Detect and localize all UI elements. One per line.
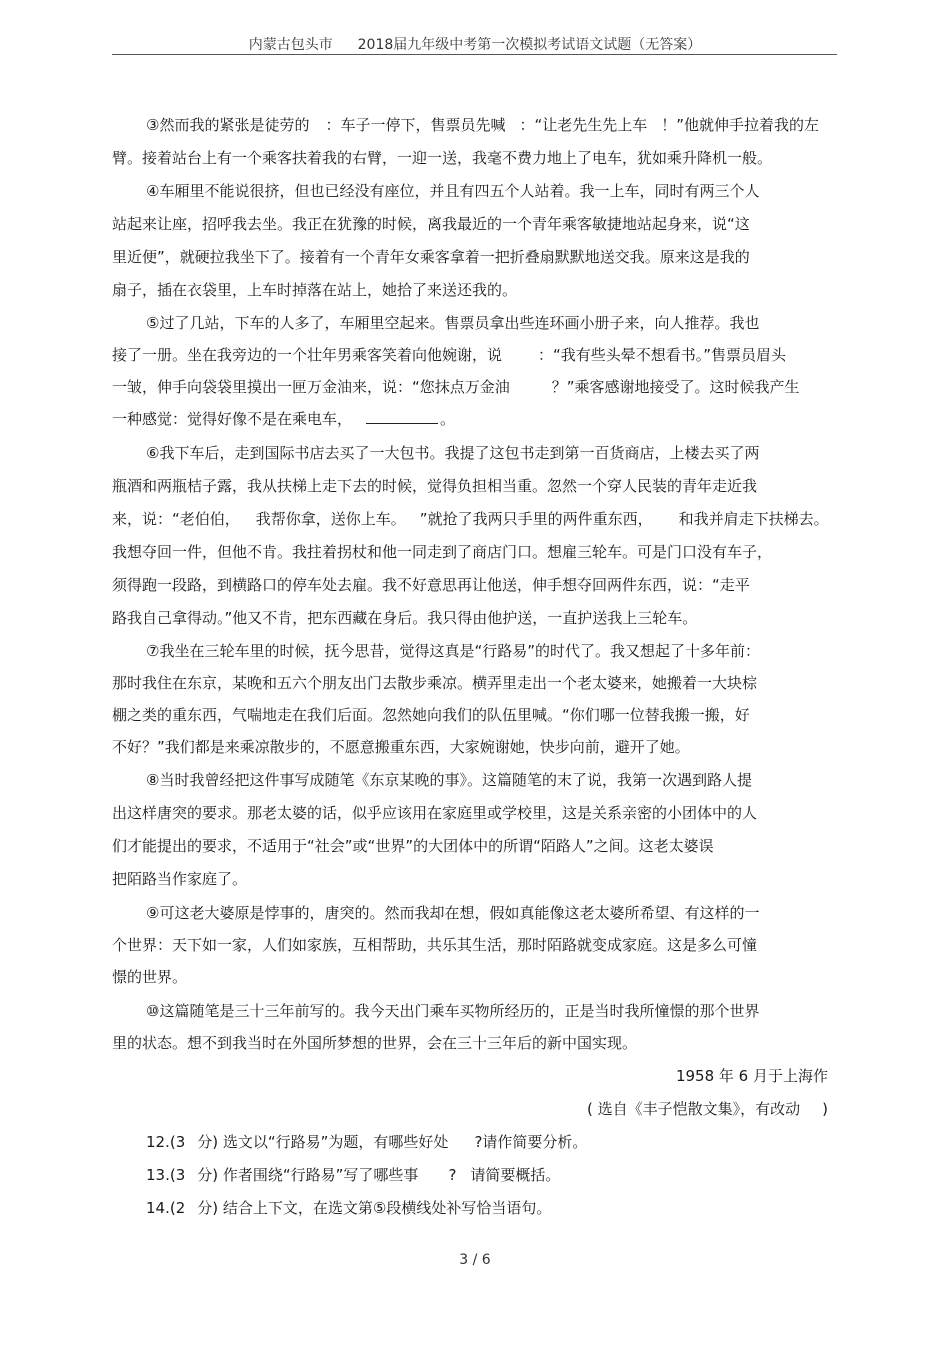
question-12	[146, 1133, 587, 1151]
p5-l2-text-a: 接了一册。坐在我旁边的一个壮年男乘客笑着向他婉谢，说	[112, 346, 503, 364]
q13-text-tail: 请简要概括。	[470, 1166, 561, 1184]
signature-date: 1958 年 6 月于上海作	[675, 1067, 828, 1085]
q13-qmark: ?	[448, 1166, 457, 1184]
p6-line-2: 瓶酒和两瓶桔子露，我从扶梯上走下去的时候，觉得负担相当重。忽然一个穿人民装的青年走近我	[112, 477, 758, 495]
q12-number: 12.(3	[146, 1133, 186, 1151]
p8-line-2: 出这样唐突的要求。那老太婆的话，似乎应该用在家庭里或学校里，这是关系亲密的小团体中的人	[112, 804, 758, 822]
p5-l2-text-b: ：“我有些头晕不想看书。”售票员眉头	[538, 346, 787, 364]
p6-l3-text-a: 来，说：“老伯伯，	[112, 510, 240, 528]
p3-text-a: ③然而我的紧张是徒劳的	[146, 116, 310, 134]
signature-source	[587, 1100, 828, 1118]
p6-line-4: 我想夺回一件，但他不肯。我拄着拐杖和他一同走到了商店门口。想雇三轮车。可是门口没有车子，	[112, 543, 773, 561]
p8-line-3: 们才能提出的要求，不适用于“社会”或“世界”的大团体中的所谓“陌路人”之间。这老太婆误	[112, 837, 714, 855]
p6-l3-text-b: 我帮你拿，送你上车。	[255, 510, 406, 528]
q13-text: 分) 作者围绕“行路易”写了哪些事	[197, 1166, 419, 1184]
p4-line-4: 扇子，插在衣袋里，上车时掉落在站上，她拾了来送还我的。	[112, 281, 518, 299]
fill-in-blank	[366, 410, 438, 424]
p3-text-c: ：“让老先生先上车	[519, 116, 648, 134]
header-title: 2018届九年级中考第一次模拟考试语文试题（无答案）	[357, 37, 702, 53]
p9-line-2: 个世界：天下如一家，人们如家族，互相帮助，共乐其生活，那时陌路就变成家庭。这是多么可憧	[112, 936, 758, 954]
p6-l3-text-c: ”就抢了我两只手里的两件重东西，	[419, 510, 653, 528]
question-14	[146, 1199, 551, 1217]
p3-line-2: 臂。接着站台上有一个乘客扶着我的右臂，一迎一送，我毫不费力地上了电车，犹如乘升降机一般。	[112, 149, 773, 167]
p6-l3-text-d: 和我并肩走下扶梯去。	[678, 510, 829, 528]
p7-line-1: ⑦我坐在三轮车里的时候，抚今思昔，觉得这真是“行路易”的时代了。我又想起了十多年前：	[146, 642, 760, 660]
p7-line-4: 不好？”我们都是来乘凉散步的，不愿意搬重东西，大家婉谢她，快步向前，避开了她。	[112, 738, 690, 756]
p6-line-3	[112, 510, 829, 528]
p10-line-2: 里的状态。想不到我当时在外国所梦想的世界，会在三十三年后的新中国实现。	[112, 1034, 638, 1052]
q14-number: 14.(2	[146, 1199, 186, 1217]
p7-line-2: 那时我住在东京，某晚和五六个朋友出门去散步乘凉。横弄里走出一个老太婆来，她搬着一大块棕	[112, 674, 758, 692]
p3-text-d: ！”他就伸手拉着我的左	[661, 116, 820, 134]
q13-number: 13.(3	[146, 1166, 186, 1184]
p4-line-2: 站起来让座，招呼我去坐。我正在犹豫的时候，离我最近的一个青年乘客敏捷地站起身来，说“这	[112, 215, 750, 233]
p3-text-b: ：车子一停下，售票员先喊	[325, 116, 506, 134]
p8-line-1: ⑧当时我曾经把这件事写成随笔《东京某晚的事》。这篇随笔的末了说，我第一次遇到路人提	[146, 771, 752, 789]
p5-line-4	[112, 410, 455, 428]
page-number: 3 / 6	[459, 1252, 491, 1268]
p8-line-4: 把陌路当作家庭了。	[112, 870, 248, 888]
p5-l4-text-a: 一种感觉：觉得好像不是在乘电车，	[112, 410, 353, 428]
q12-text: 分) 选文以“行路易”为题，有哪些好处	[197, 1133, 449, 1151]
p9-line-1: ⑨可这老大婆原是悖事的，唐突的。然而我却在想，假如真能像这老太婆所希望、有这样的一	[146, 904, 760, 922]
p3-line-1	[146, 116, 819, 134]
p5-line-3	[112, 378, 800, 396]
source-text: ( 选自《丰子恺散文集》，有改动	[587, 1100, 801, 1118]
p5-line-2	[112, 346, 786, 364]
p7-line-3: 棚之类的重东西，气喘地走在我们后面。忽然她向我们的队伍里喊。“你们哪一位替我搬一搬，好	[112, 706, 750, 724]
question-13	[146, 1166, 560, 1184]
p9-line-3: 憬的世界。	[112, 968, 188, 986]
header-rule	[112, 54, 837, 55]
source-close: )	[822, 1100, 828, 1118]
p5-line-1: ⑤过了几站，下车的人多了，车厢里空起来。售票员拿出些连环画小册子来，向人推荐。我也	[146, 314, 760, 332]
header-location: 内蒙古包头市	[248, 37, 333, 53]
p6-line-1: ⑥我下车后，走到国际书店去买了一大包书。我提了这包书走到第一百货商店，上楼去买了两	[146, 444, 760, 462]
p5-l3-text-a: 一皱，伸手向袋袋里摸出一匣万金油来，说：“您抹点万金油	[112, 378, 510, 396]
p4-line-1: ④车厢里不能说很挤，但也已经没有座位，并且有四五个人站着。我一上车，同时有两三个人	[146, 182, 760, 200]
q14-text: 分) 结合上下文，在选文第⑤段横线处补写恰当语句。	[197, 1199, 552, 1217]
p6-line-5: 须得跑一段路，到横路口的停车处去雇。我不好意思再让他送，伸手想夺回两件东西，说：“走平	[112, 576, 750, 594]
q12-text-tail: ?请作简要分析。	[474, 1133, 588, 1151]
page-header	[0, 34, 950, 54]
p4-line-3: 里近便”，就硬拉我坐下了。接着有一个青年女乘客拿着一把折叠扇默默地送交我。原来这是我的	[112, 248, 750, 266]
p5-l3-text-b: ？”乘客感谢地接受了。这时候我产生	[551, 378, 800, 396]
p10-line-1: ⑩这篇随笔是三十三年前写的。我今天出门乘车买物所经历的，正是当时我所憧憬的那个世界	[146, 1002, 760, 1020]
p5-l4-text-b: 。	[440, 410, 456, 428]
p6-line-6: 路我自己拿得动。”他又不肯，把东西藏在身后。我只得由他护送，一直护送我上三轮车。	[112, 609, 698, 627]
